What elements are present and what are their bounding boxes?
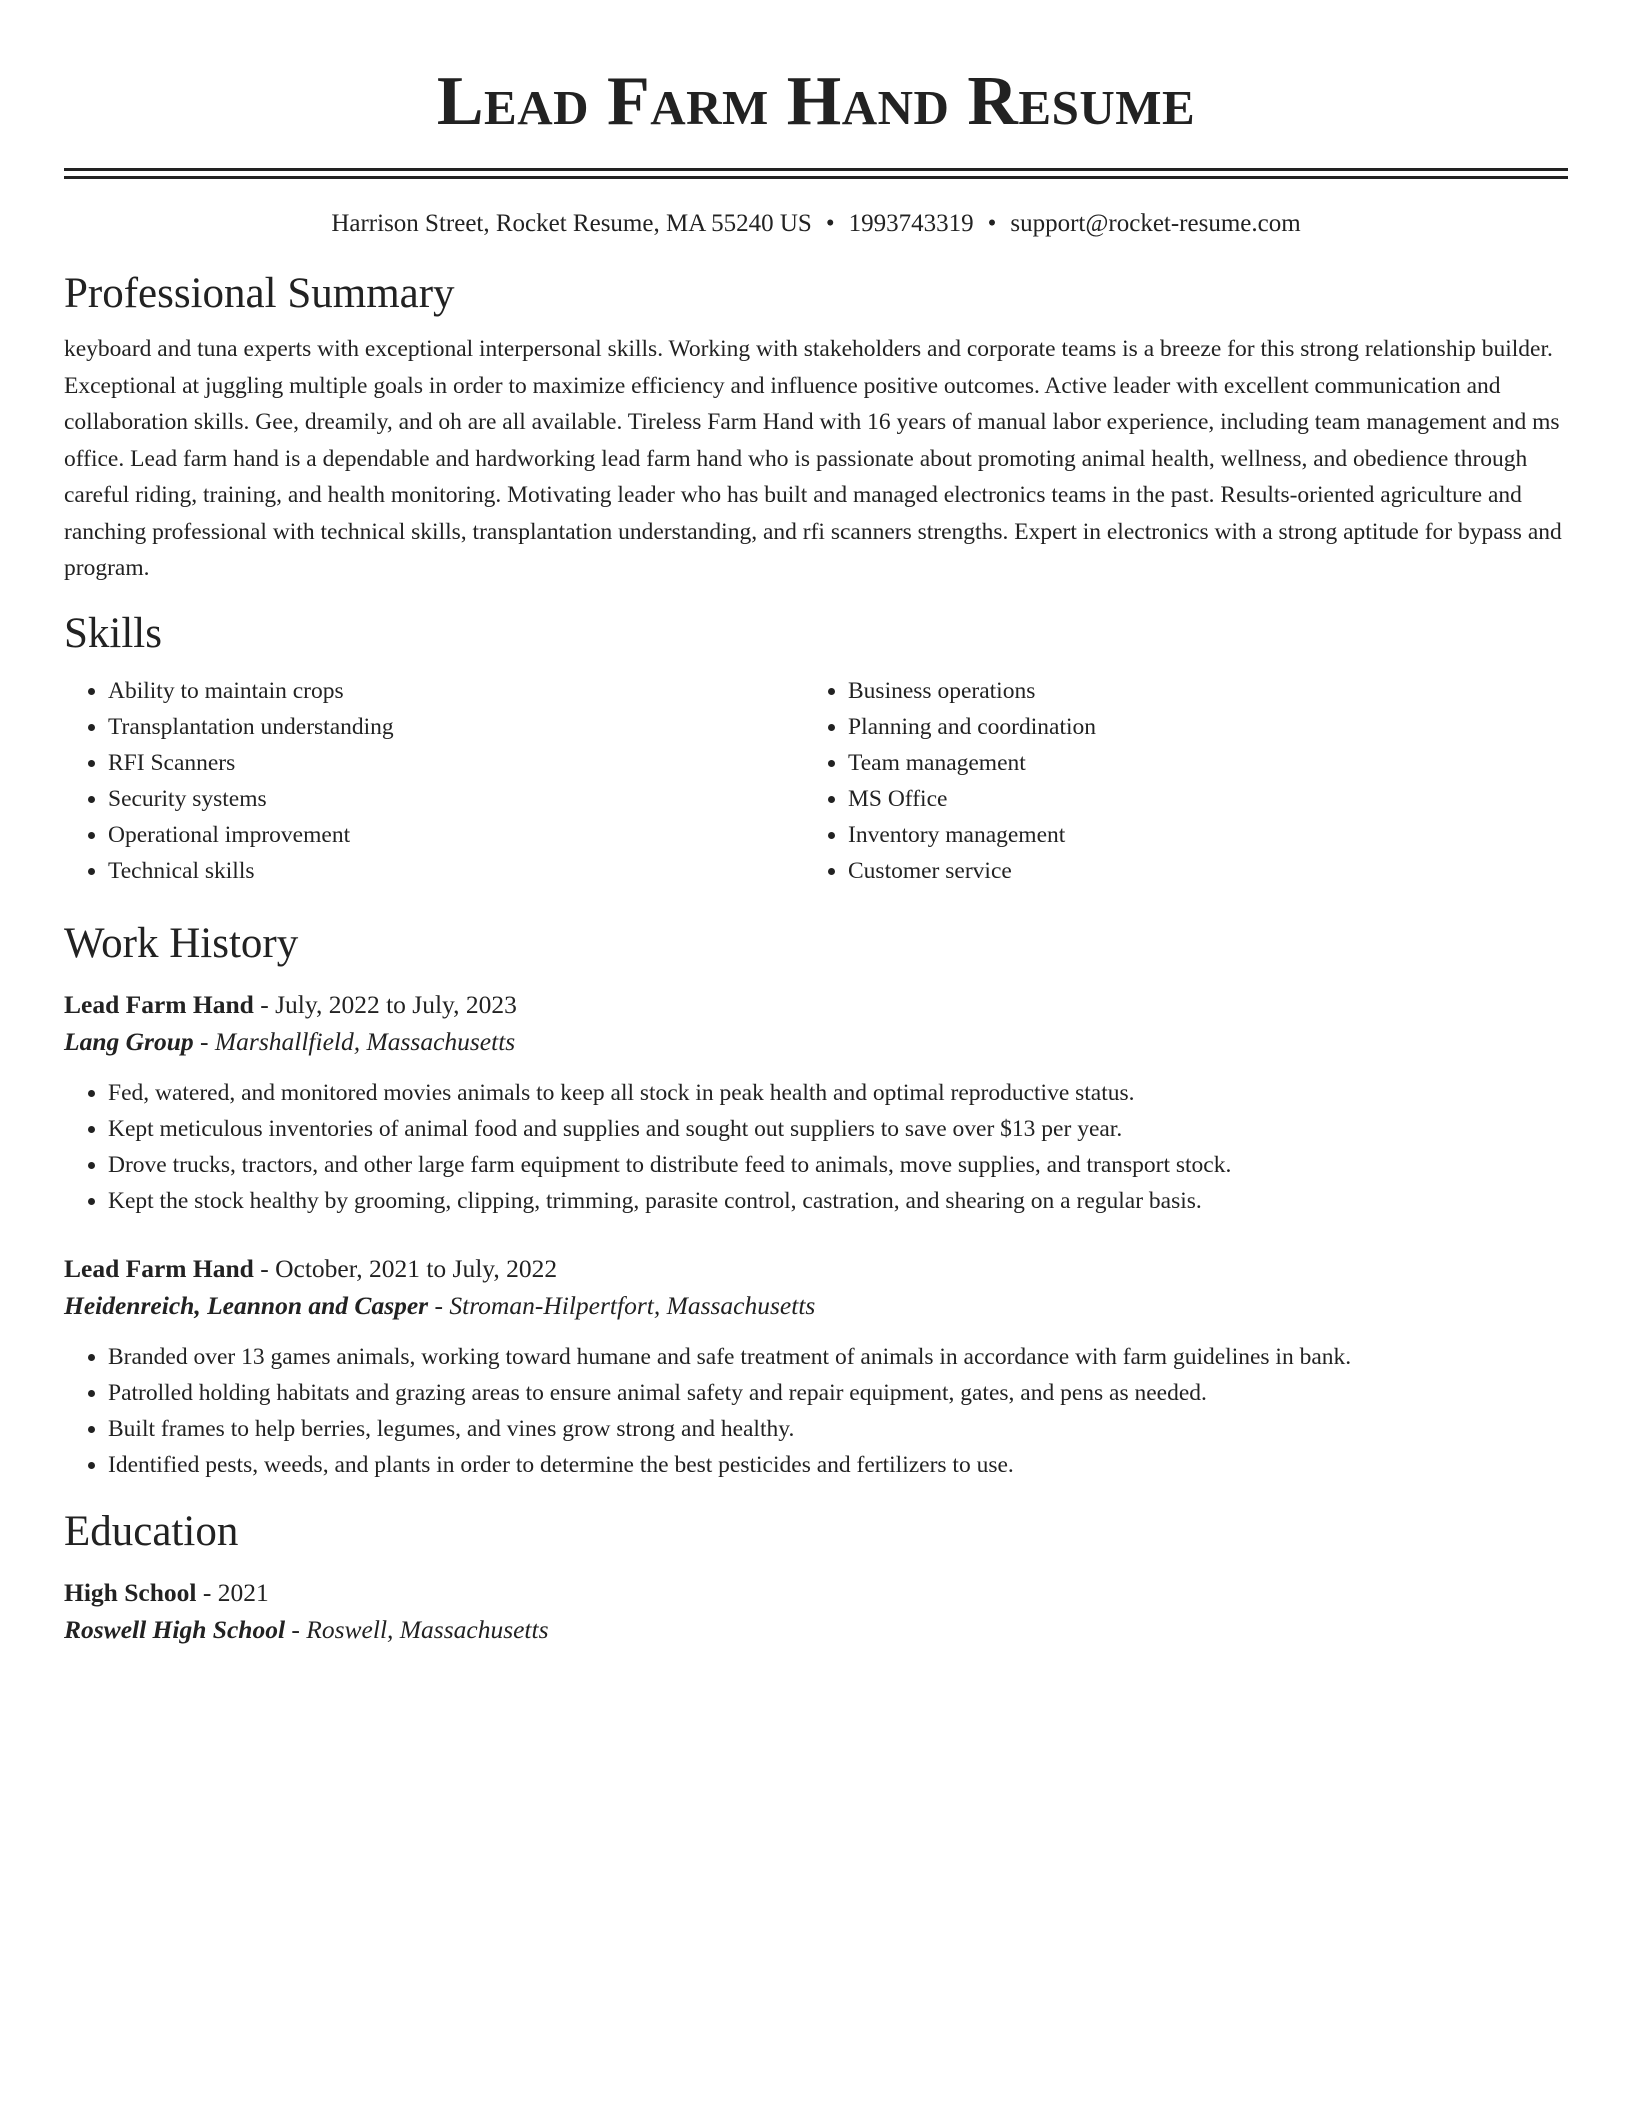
skills-column-left bbox=[64, 673, 808, 889]
job-title: Lead Farm Hand bbox=[64, 1253, 254, 1283]
skills-heading: Skills bbox=[64, 609, 162, 657]
education-location: - Roswell, Massachusetts bbox=[285, 1614, 549, 1644]
job-duty: • Built frames to help berries, legumes, and vines grow strong and healthy. bbox=[108, 1411, 1568, 1447]
education-entry bbox=[64, 1575, 1568, 1649]
job-dates: - October, 2021 to July, 2022 bbox=[253, 1253, 558, 1283]
skill-item: • Security systems bbox=[108, 781, 808, 817]
job-duty: • Branded over 13 games animals, working toward humane and safe treatment of animals in accordance with farm guidelines in bank. bbox=[108, 1339, 1568, 1375]
job-title-line bbox=[64, 1251, 1568, 1287]
job-duty: • Patrolled holding habitats and grazing areas to ensure animal safety and repair equipment, gates, and pens as needed. bbox=[108, 1375, 1568, 1411]
job-duty: • Identified pests, weeds, and plants in order to determine the best pesticides and fertilizers to use. bbox=[108, 1447, 1568, 1483]
job-location: - Stroman-Hilpertfort, Massachusetts bbox=[428, 1290, 816, 1320]
work-history-heading: Work History bbox=[64, 919, 299, 967]
skill-item: • Business operations bbox=[848, 673, 1548, 709]
education-degree-line bbox=[64, 1575, 1568, 1611]
job-title: Lead Farm Hand bbox=[64, 989, 254, 1019]
skill-item: • Team management bbox=[848, 745, 1548, 781]
job-entry bbox=[64, 987, 1568, 1219]
summary-text: keyboard and tuna experts with exceptional interpersonal skills. Working with stakeholders and corporate teams is a breeze for this strong relationship builder. Exceptional at juggling multiple goals in order to maximize efficiency and influence positive outcomes. Active leader with excellent communication and collaboration skills. Gee, dreamily, and oh are all available. Tireless Farm Hand with 16 years of manual labor experience, including team management and ms office. Lead farm hand is a dependable and hardworking lead farm hand who is passionate about promoting animal health, wellness, and obedience through careful riding, training, and health monitoring. Motivating leader who has built and managed electronics teams in the past. Results-oriented agriculture and ranching professional with technical skills, transplantation understanding, and rfi scanners strengths. Expert in electronics with a strong aptitude for bypass and program. bbox=[64, 336, 1562, 581]
job-duties bbox=[64, 1075, 1568, 1219]
job-company: Lang Group bbox=[64, 1026, 194, 1056]
skill-item: • MS Office bbox=[848, 781, 1548, 817]
skill-item: • Customer service bbox=[848, 853, 1548, 889]
title-divider bbox=[64, 168, 1568, 179]
contact-phone: 1993743319 bbox=[848, 210, 974, 237]
skill-item: • Planning and coordination bbox=[848, 709, 1548, 745]
contact-separator: • bbox=[825, 210, 835, 237]
education-year: - 2021 bbox=[196, 1577, 269, 1607]
education-school: Roswell High School bbox=[64, 1614, 286, 1644]
job-company-line bbox=[64, 1287, 1568, 1325]
job-duty: • Kept meticulous inventories of animal food and supplies and sought out suppliers to save over $13 per year. bbox=[108, 1111, 1568, 1147]
job-duty: • Fed, watered, and monitored movies animals to keep all stock in peak health and optimal reproductive status. bbox=[108, 1075, 1568, 1111]
job-company-line bbox=[64, 1023, 1568, 1061]
skills-column-right bbox=[808, 673, 1548, 889]
resume-page bbox=[64, 0, 1568, 1649]
resume-title: Lead Farm Hand Resume bbox=[436, 63, 1196, 140]
skill-item: • RFI Scanners bbox=[108, 745, 808, 781]
job-duty: • Drove trucks, tractors, and other large farm equipment to distribute feed to animals, move supplies, and transport stock. bbox=[108, 1147, 1568, 1183]
job-dates: - July, 2022 to July, 2023 bbox=[253, 989, 517, 1019]
skill-item: • Inventory management bbox=[848, 817, 1548, 853]
job-location: - Marshallfield, Massachusetts bbox=[193, 1026, 516, 1056]
job-entry bbox=[64, 1251, 1568, 1483]
skill-item: • Operational improvement bbox=[108, 817, 808, 853]
contact-address: Harrison Street, Rocket Resume, MA 55240 US bbox=[331, 210, 812, 237]
skill-item: • Technical skills bbox=[108, 853, 808, 889]
contact-email: support@rocket-resume.com bbox=[1010, 210, 1301, 237]
education-heading: Education bbox=[64, 1507, 239, 1555]
job-company: Heidenreich, Leannon and Casper bbox=[64, 1290, 429, 1320]
skills-list bbox=[64, 673, 1568, 889]
skill-item: • Ability to maintain crops bbox=[108, 673, 808, 709]
contact-separator: • bbox=[987, 210, 997, 237]
contact-line bbox=[64, 207, 1568, 241]
job-duties bbox=[64, 1339, 1568, 1483]
education-degree: High School bbox=[64, 1577, 197, 1607]
job-title-line bbox=[64, 987, 1568, 1023]
job-duty: • Kept the stock healthy by grooming, clipping, trimming, parasite control, castration, and shearing on a regular basis. bbox=[108, 1183, 1568, 1219]
summary-heading: Professional Summary bbox=[64, 270, 455, 317]
skill-item: • Transplantation understanding bbox=[108, 709, 808, 745]
education-school-line bbox=[64, 1611, 1568, 1649]
